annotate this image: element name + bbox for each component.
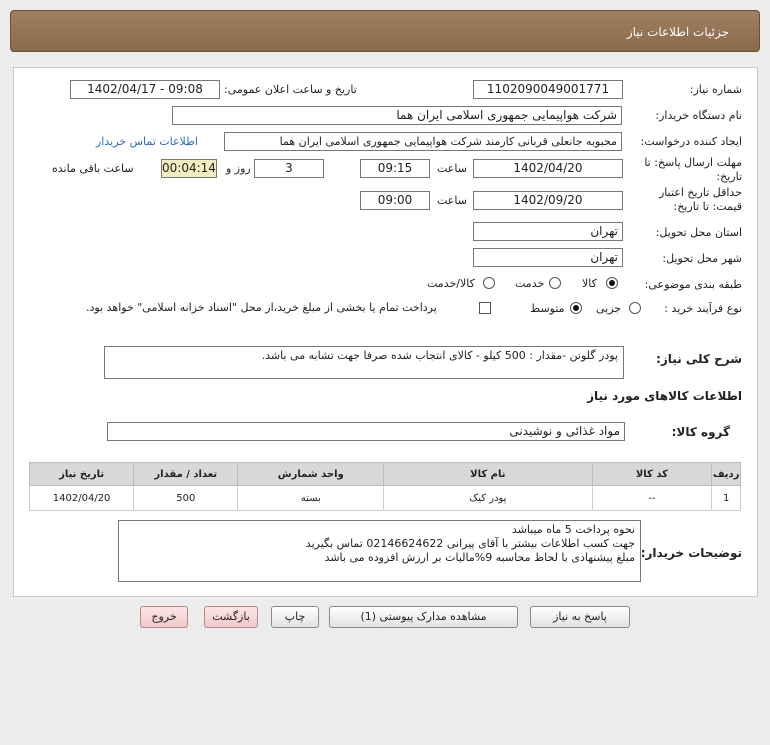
process-medium-label: متوسط (530, 302, 565, 315)
creator-label: ایجاد کننده درخواست: (640, 135, 742, 148)
process-minor-label: جزیی (596, 302, 622, 315)
deadline-label: مهلت ارسال پاسخ: تا تاریخ: (644, 156, 742, 183)
buyer-label: نام دستگاه خریدار: (655, 109, 742, 122)
exit-button[interactable]: خروج (140, 606, 188, 628)
cell-quantity: 500 (134, 486, 238, 511)
creator-field: محبوبه جانعلی قربانی کارمند شرکت هواپیمایی جمهوری اسلامی ایران هما (224, 132, 622, 151)
col-row: ردیف (712, 463, 741, 486)
province-field: تهران (473, 222, 623, 241)
validity-time-field: 09:00 (360, 191, 430, 210)
description-label: شرح کلی نیاز: (656, 352, 742, 366)
page-header (10, 10, 760, 52)
col-name: نام کالا (384, 463, 592, 486)
deadline-time-label: ساعت (437, 162, 467, 175)
days-label: روز و (226, 162, 251, 175)
province-label: استان محل تحویل: (655, 226, 742, 239)
validity-label: حداقل تاریخ اعتبار قیمت: تا تاریخ: (658, 186, 742, 213)
cell-unit: بسته (238, 486, 384, 511)
back-button[interactable]: بازگشت (204, 606, 258, 628)
buyer-note-line: نحوه پرداخت 5 ماه میباشد (511, 523, 635, 536)
validity-date-field: 1402/09/20 (473, 191, 623, 210)
col-code: کد کالا (592, 463, 712, 486)
cell-code: -- (592, 486, 712, 511)
days-field: 3 (254, 159, 324, 178)
table-header-row (30, 463, 741, 486)
process-label: نوع فرآیند خرید : (664, 302, 742, 315)
cell-date: 1402/04/20 (30, 486, 134, 511)
category-goods-label: کالا (582, 277, 597, 290)
category-goods-service-radio[interactable] (483, 277, 495, 289)
remaining-time-field: 00:04:14 (161, 159, 217, 178)
reply-button[interactable]: پاسخ به نیاز (530, 606, 630, 628)
category-goods-service-label: کالا/خدمت (427, 277, 475, 290)
category-label: طبقه بندی موضوعی: (644, 278, 742, 291)
need-number-label: شماره نیاز: (689, 83, 742, 96)
process-medium-radio[interactable] (570, 302, 582, 314)
contact-info-link[interactable]: اطلاعات تماس خریدار (96, 135, 198, 148)
payment-note: پرداخت تمام یا بخشی از مبلغ خرید،از محل "اسناد خزانه اسلامی" خواهد بود. (86, 301, 437, 314)
goods-group-label: گروه کالا: (671, 425, 730, 439)
cell-name: پودر کیک (384, 486, 592, 511)
city-label: شهر محل تحویل: (662, 252, 742, 265)
category-service-label: خدمت (515, 277, 545, 290)
deadline-date-field: 1402/04/20 (473, 159, 623, 178)
city-field: تهران (473, 248, 623, 267)
process-minor-radio[interactable] (629, 302, 641, 314)
view-attachments-button[interactable]: مشاهده مدارک پیوستی (1) (329, 606, 518, 628)
buyer-notes-label: توضیحات خریدار: (640, 546, 742, 560)
print-button[interactable]: چاپ (271, 606, 319, 628)
announce-label: تاریخ و ساعت اعلان عمومی: (224, 83, 357, 96)
page-title: جزئیات اطلاعات نیاز (626, 25, 729, 39)
buyer-note-line: جهت کسب اطلاعات بیشتر با آقای پیرانی 02146624622 تماس بگیرید (305, 537, 635, 550)
need-number-field: 1102090049001771 (473, 80, 623, 99)
treasury-payment-checkbox[interactable] (479, 302, 491, 314)
deadline-time-field: 09:15 (360, 159, 430, 178)
col-quantity: تعداد / مقدار (134, 463, 238, 486)
buyer-note-line: مبلغ پیشنهادی با لحاظ محاسبه 9%مالیات بر ارزش افزوده می باشد (324, 551, 635, 564)
col-unit: واحد شمارش (238, 463, 384, 486)
category-goods-radio[interactable] (606, 277, 618, 289)
goods-group-field: مواد غذائی و نوشیدنی (107, 422, 625, 441)
goods-table (29, 462, 741, 511)
goods-section-title: اطلاعات کالاهای مورد نیاز (587, 389, 742, 403)
col-date: تاریخ نیاز (30, 463, 134, 486)
announce-field: 1402/04/17 - 09:08 (70, 80, 220, 99)
buyer-notes-field (118, 520, 641, 582)
table-row (30, 486, 741, 511)
cell-row: 1 (712, 486, 741, 511)
validity-time-label: ساعت (437, 194, 467, 207)
description-text: پودر گلوتن -مقدار : 500 کیلو - کالای انتجاب شده صرفا جهت تشابه می باشد. (261, 349, 618, 362)
category-service-radio[interactable] (549, 277, 561, 289)
remaining-label: ساعت باقی مانده (52, 162, 134, 175)
description-field (104, 346, 624, 379)
buyer-field: شرکت هواپیمایی جمهوری اسلامی ایران هما (172, 106, 622, 125)
